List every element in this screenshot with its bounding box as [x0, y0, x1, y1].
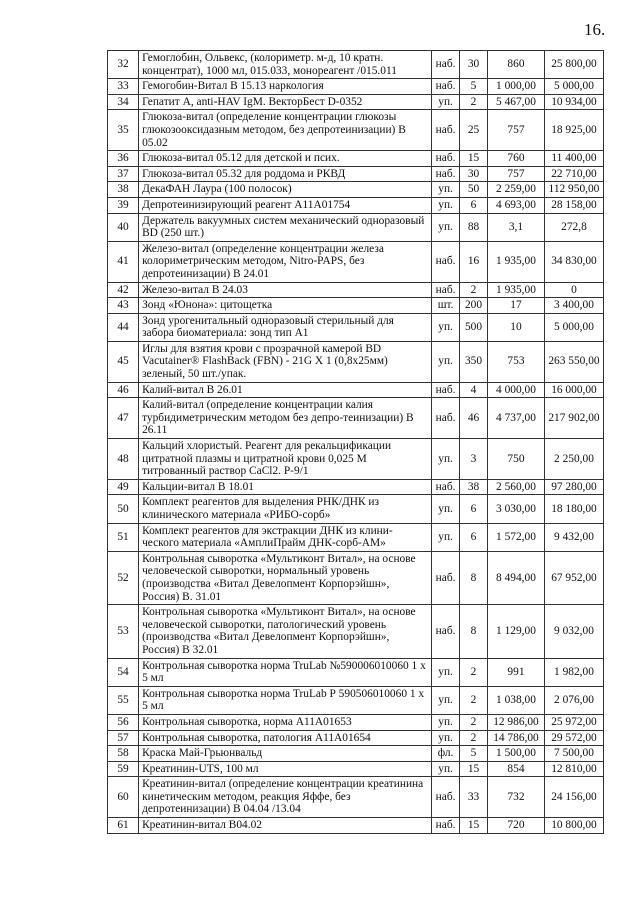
quantity-cell: 8 — [460, 551, 488, 604]
item-name-cell: Зонд «Юнона»: цитощетка — [139, 298, 432, 314]
table-row — [108, 746, 604, 762]
unit-cell: уп. — [432, 730, 460, 746]
row-number-cell: 49 — [108, 479, 139, 495]
item-name-cell: Контрольная сыворотка, норма А11А01653 — [139, 714, 432, 730]
unit-price-cell: 8 494,00 — [488, 551, 545, 604]
quantity-cell: 50 — [460, 182, 488, 198]
unit-cell: наб. — [432, 166, 460, 182]
unit-price-cell: 1 129,00 — [488, 605, 545, 658]
unit-cell: уп. — [432, 213, 460, 241]
unit-cell: наб. — [432, 51, 460, 79]
table-row — [108, 382, 604, 398]
total-amount-cell: 10 800,00 — [544, 818, 603, 834]
unit-cell: уп. — [432, 341, 460, 382]
row-number-cell: 48 — [108, 439, 139, 480]
item-name-cell: Держатель вакуумных систем механический одноразовый BD (250 шт.) — [139, 213, 432, 241]
unit-price-cell: 4 693,00 — [488, 197, 545, 213]
total-amount-cell: 67 952,00 — [544, 551, 603, 604]
item-name-cell: Глюкоза-витал 05.12 для детской и псих. — [139, 151, 432, 167]
unit-price-cell: 4 000,00 — [488, 382, 545, 398]
unit-cell: наб. — [432, 110, 460, 151]
unit-price-cell: 3 030,00 — [488, 495, 545, 523]
unit-cell: наб. — [432, 777, 460, 818]
item-name-cell: Глюкоза-витал (определение концентрации глюкозы глюкозооксидазным методом, без депротеинизации) В 05.02 — [139, 110, 432, 151]
quantity-cell: 350 — [460, 341, 488, 382]
total-amount-cell: 25 972,00 — [544, 714, 603, 730]
total-amount-cell: 5 000,00 — [544, 79, 603, 95]
table-row — [108, 730, 604, 746]
unit-cell: наб. — [432, 79, 460, 95]
table-row — [108, 313, 604, 341]
table-row — [108, 551, 604, 604]
row-number-cell: 39 — [108, 197, 139, 213]
quantity-cell: 2 — [460, 686, 488, 714]
total-amount-cell: 5 000,00 — [544, 313, 603, 341]
row-number-cell: 51 — [108, 523, 139, 551]
unit-cell: уп. — [432, 686, 460, 714]
unit-cell: уп. — [432, 182, 460, 198]
item-name-cell: Кальции-витал В 18.01 — [139, 479, 432, 495]
row-number-cell: 61 — [108, 818, 139, 834]
unit-price-cell: 757 — [488, 110, 545, 151]
row-number-cell: 44 — [108, 313, 139, 341]
item-name-cell: Креатинин-UTS, 100 мл — [139, 761, 432, 777]
item-name-cell: ДекаФАН Лаура (100 полосок) — [139, 182, 432, 198]
table-row — [108, 298, 604, 314]
unit-price-cell: 720 — [488, 818, 545, 834]
item-name-cell: Глюкоза-витал 05.32 для роддома и РКВД — [139, 166, 432, 182]
unit-price-cell: 732 — [488, 777, 545, 818]
unit-cell: уп. — [432, 197, 460, 213]
table-row — [108, 51, 604, 79]
total-amount-cell: 1 982,00 — [544, 658, 603, 686]
unit-price-cell: 4 737,00 — [488, 398, 545, 439]
total-amount-cell: 9 032,00 — [544, 605, 603, 658]
total-amount-cell: 18 925,00 — [544, 110, 603, 151]
table-row — [108, 241, 604, 282]
item-name-cell: Зонд урогенитальный одноразовый стерильный для забора биоматериала: зонд тип А1 — [139, 313, 432, 341]
table-row — [108, 182, 604, 198]
unit-price-cell: 2 259,00 — [488, 182, 545, 198]
page-number: 16. — [584, 20, 606, 39]
quantity-cell: 200 — [460, 298, 488, 314]
unit-price-cell: 3,1 — [488, 213, 545, 241]
item-name-cell: Кальций хлористый. Реагент для рекальцификации цитратной плазмы и цитратной крови 0,025 М титрованный раствор CaCl2. Р-9/1 — [139, 439, 432, 480]
quantity-cell: 2 — [460, 714, 488, 730]
total-amount-cell: 0 — [544, 282, 603, 298]
quantity-cell: 6 — [460, 197, 488, 213]
unit-price-cell: 760 — [488, 151, 545, 167]
total-amount-cell: 25 800,00 — [544, 51, 603, 79]
row-number-cell: 36 — [108, 151, 139, 167]
unit-price-cell: 1 038,00 — [488, 686, 545, 714]
table-row — [108, 658, 604, 686]
unit-cell: уп. — [432, 714, 460, 730]
total-amount-cell: 29 572,00 — [544, 730, 603, 746]
table-row — [108, 439, 604, 480]
unit-cell: фл. — [432, 746, 460, 762]
table-row — [108, 79, 604, 95]
quantity-cell: 2 — [460, 658, 488, 686]
row-number-cell: 45 — [108, 341, 139, 382]
items-table — [107, 50, 604, 834]
table-row — [108, 398, 604, 439]
unit-cell: уп. — [432, 658, 460, 686]
table-row — [108, 166, 604, 182]
unit-cell: уп. — [432, 313, 460, 341]
quantity-cell: 15 — [460, 761, 488, 777]
item-name-cell: Калий-витал В 26.01 — [139, 382, 432, 398]
table-row — [108, 94, 604, 110]
row-number-cell: 41 — [108, 241, 139, 282]
item-name-cell: Комплект реагентов для выделения РНК/ДНК из клинического материала «РИБО-сорб» — [139, 495, 432, 523]
unit-price-cell: 1 500,00 — [488, 746, 545, 762]
total-amount-cell: 112 950,00 — [544, 182, 603, 198]
total-amount-cell: 9 432,00 — [544, 523, 603, 551]
row-number-cell: 43 — [108, 298, 139, 314]
unit-price-cell: 17 — [488, 298, 545, 314]
unit-price-cell: 991 — [488, 658, 545, 686]
item-name-cell: Гепатит А, anti-HAV IgM. ВекторБест D-0352 — [139, 94, 432, 110]
table-row — [108, 151, 604, 167]
item-name-cell: Контрольная сыворотка, патология А11А01654 — [139, 730, 432, 746]
row-number-cell: 52 — [108, 551, 139, 604]
quantity-cell: 46 — [460, 398, 488, 439]
item-name-cell: Креатинин-витал (определение концентрации креатинина кинетическим методом, реакция Яффе, без депротеинизации) В 04.04 /13.04 — [139, 777, 432, 818]
unit-price-cell: 2 560,00 — [488, 479, 545, 495]
row-number-cell: 37 — [108, 166, 139, 182]
quantity-cell: 30 — [460, 166, 488, 182]
unit-price-cell: 757 — [488, 166, 545, 182]
total-amount-cell: 34 830,00 — [544, 241, 603, 282]
row-number-cell: 34 — [108, 94, 139, 110]
table-row — [108, 110, 604, 151]
item-name-cell: Железо-витал В 24.03 — [139, 282, 432, 298]
item-name-cell: Комплект реагентов для экстракции ДНК из клини-ческого материала «АмплиПрайм ДНК-сорб-АМ» — [139, 523, 432, 551]
unit-price-cell: 14 786,00 — [488, 730, 545, 746]
total-amount-cell: 24 156,00 — [544, 777, 603, 818]
quantity-cell: 6 — [460, 523, 488, 551]
total-amount-cell: 2 076,00 — [544, 686, 603, 714]
unit-price-cell: 1 000,00 — [488, 79, 545, 95]
total-amount-cell: 18 180,00 — [544, 495, 603, 523]
row-number-cell: 33 — [108, 79, 139, 95]
unit-cell: уп. — [432, 761, 460, 777]
unit-cell: наб. — [432, 382, 460, 398]
unit-price-cell: 750 — [488, 439, 545, 480]
total-amount-cell: 2 250,00 — [544, 439, 603, 480]
unit-cell: наб. — [432, 282, 460, 298]
unit-cell: наб. — [432, 551, 460, 604]
row-number-cell: 54 — [108, 658, 139, 686]
unit-price-cell: 1 572,00 — [488, 523, 545, 551]
unit-cell: наб. — [432, 605, 460, 658]
total-amount-cell: 22 710,00 — [544, 166, 603, 182]
total-amount-cell: 3 400,00 — [544, 298, 603, 314]
row-number-cell: 53 — [108, 605, 139, 658]
item-name-cell: Контрольная сыворотка «Мультиконт Витал», на основе человеческой сыворотки, нормальный уровень (производства «Витал Девелопмент Корпорэйшн», Россия) В. 31.01 — [139, 551, 432, 604]
row-number-cell: 46 — [108, 382, 139, 398]
quantity-cell: 2 — [460, 282, 488, 298]
table-row — [108, 282, 604, 298]
row-number-cell: 57 — [108, 730, 139, 746]
total-amount-cell: 263 550,00 — [544, 341, 603, 382]
quantity-cell: 25 — [460, 110, 488, 151]
row-number-cell: 56 — [108, 714, 139, 730]
item-name-cell: Калий-витал (определение концентрации калия турбидиметрическим методом без депро-теинизации) В 26.11 — [139, 398, 432, 439]
unit-price-cell: 854 — [488, 761, 545, 777]
quantity-cell: 500 — [460, 313, 488, 341]
item-name-cell: Контрольная сыворотка норма TruLab Р 590506010060 1 х 5 мл — [139, 686, 432, 714]
item-name-cell: Иглы для взятия крови с прозрачной камерой BD Vacutainer® FlashBack (FBN) - 21G X 1 (0,8х25мм) зеленый, 50 шт./упак. — [139, 341, 432, 382]
row-number-cell: 38 — [108, 182, 139, 198]
unit-cell: наб. — [432, 151, 460, 167]
quantity-cell: 2 — [460, 730, 488, 746]
total-amount-cell: 16 000,00 — [544, 382, 603, 398]
table-row — [108, 818, 604, 834]
table-row — [108, 213, 604, 241]
table-row — [108, 495, 604, 523]
quantity-cell: 16 — [460, 241, 488, 282]
total-amount-cell: 28 158,00 — [544, 197, 603, 213]
item-name-cell: Железо-витал (определение концентрации железа колориметрическим методом, Nitro-PAPS, без депротеинизации) В 24.01 — [139, 241, 432, 282]
table-row — [108, 605, 604, 658]
unit-cell: уп. — [432, 439, 460, 480]
item-name-cell: Гемогобин-Витал В 15.13 наркология — [139, 79, 432, 95]
table-row — [108, 197, 604, 213]
total-amount-cell: 217 902,00 — [544, 398, 603, 439]
item-name-cell: Креатинин-витал В04.02 — [139, 818, 432, 834]
row-number-cell: 50 — [108, 495, 139, 523]
unit-price-cell: 12 986,00 — [488, 714, 545, 730]
row-number-cell: 58 — [108, 746, 139, 762]
table-row — [108, 523, 604, 551]
unit-cell: шт. — [432, 298, 460, 314]
item-name-cell: Контрольная сыворотка норма TruLab №590006010060 1 х 5 мл — [139, 658, 432, 686]
unit-cell: уп. — [432, 94, 460, 110]
total-amount-cell: 11 400,00 — [544, 151, 603, 167]
unit-price-cell: 5 467,00 — [488, 94, 545, 110]
table-row — [108, 479, 604, 495]
quantity-cell: 5 — [460, 79, 488, 95]
row-number-cell: 47 — [108, 398, 139, 439]
unit-price-cell: 860 — [488, 51, 545, 79]
quantity-cell: 6 — [460, 495, 488, 523]
row-number-cell: 59 — [108, 761, 139, 777]
total-amount-cell: 7 500,00 — [544, 746, 603, 762]
quantity-cell: 38 — [460, 479, 488, 495]
total-amount-cell: 12 810,00 — [544, 761, 603, 777]
unit-cell: наб. — [432, 818, 460, 834]
quantity-cell: 5 — [460, 746, 488, 762]
total-amount-cell: 10 934,00 — [544, 94, 603, 110]
quantity-cell: 2 — [460, 94, 488, 110]
quantity-cell: 15 — [460, 818, 488, 834]
unit-cell: наб. — [432, 241, 460, 282]
unit-cell: уп. — [432, 523, 460, 551]
quantity-cell: 4 — [460, 382, 488, 398]
row-number-cell: 40 — [108, 213, 139, 241]
table-row — [108, 341, 604, 382]
unit-price-cell: 10 — [488, 313, 545, 341]
unit-price-cell: 1 935,00 — [488, 241, 545, 282]
quantity-cell: 88 — [460, 213, 488, 241]
table-row — [108, 777, 604, 818]
quantity-cell: 15 — [460, 151, 488, 167]
row-number-cell: 35 — [108, 110, 139, 151]
quantity-cell: 8 — [460, 605, 488, 658]
table-row — [108, 686, 604, 714]
total-amount-cell: 272,8 — [544, 213, 603, 241]
row-number-cell: 60 — [108, 777, 139, 818]
unit-price-cell: 753 — [488, 341, 545, 382]
item-name-cell: Депротеинизирующий реагент А11А01754 — [139, 197, 432, 213]
total-amount-cell: 97 280,00 — [544, 479, 603, 495]
row-number-cell: 42 — [108, 282, 139, 298]
row-number-cell: 55 — [108, 686, 139, 714]
item-name-cell: Гемоглобин, Ольвекс, (колориметр. м-д, 10 кратн. концентрат), 1000 мл, 015.033, монореагент /015.011 — [139, 51, 432, 79]
quantity-cell: 3 — [460, 439, 488, 480]
table-row — [108, 714, 604, 730]
quantity-cell: 33 — [460, 777, 488, 818]
item-name-cell: Краска Май-Грьюнвальд — [139, 746, 432, 762]
unit-cell: уп. — [432, 495, 460, 523]
item-name-cell: Контрольная сыворотка «Мультиконт Витал», на основе человеческой сыворотки, патологический уровень (производства «Витал Девелопмент Корпорэйшн», Россия) В 32.01 — [139, 605, 432, 658]
quantity-cell: 30 — [460, 51, 488, 79]
unit-price-cell: 1 935,00 — [488, 282, 545, 298]
table-row — [108, 761, 604, 777]
row-number-cell: 32 — [108, 51, 139, 79]
unit-cell: наб. — [432, 479, 460, 495]
items-table-body — [108, 51, 604, 834]
unit-cell: наб. — [432, 398, 460, 439]
